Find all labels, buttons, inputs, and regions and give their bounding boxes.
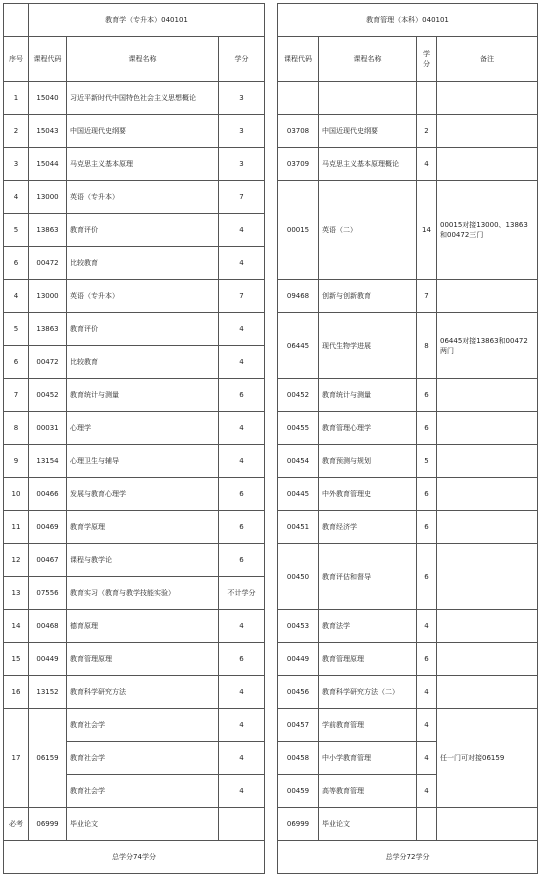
course-name: 马克思主义基本原理概论 xyxy=(319,148,417,181)
note-empty xyxy=(437,676,538,709)
course-credit: 7 xyxy=(219,181,265,214)
course-credit: 14 xyxy=(417,181,437,280)
course-credit: 4 xyxy=(417,742,437,775)
course-code: 07556 xyxy=(29,577,67,610)
course-code xyxy=(278,82,319,115)
course-name: 马克思主义基本原理 xyxy=(67,148,219,181)
course-credit: 8 xyxy=(417,313,437,379)
header-credit: 学分 xyxy=(219,37,265,82)
course-credit: 4 xyxy=(417,709,437,742)
course-code: 15040 xyxy=(29,82,67,115)
course-credit: 3 xyxy=(219,148,265,181)
course-code: 15044 xyxy=(29,148,67,181)
table-row xyxy=(4,214,265,247)
table-row xyxy=(4,247,265,280)
course-name: 英语（二） xyxy=(319,181,417,280)
row-no: 15 xyxy=(4,643,29,676)
course-code: 15043 xyxy=(29,115,67,148)
table-row xyxy=(4,676,265,709)
table-row xyxy=(4,148,265,181)
table-row xyxy=(278,676,538,709)
course-name: 教育经济学 xyxy=(319,511,417,544)
table-row xyxy=(278,643,538,676)
row-no: 10 xyxy=(4,478,29,511)
course-credit: 4 xyxy=(417,148,437,181)
course-name: 教育法学 xyxy=(319,610,417,643)
course-code: 00445 xyxy=(278,478,319,511)
row-no: 6 xyxy=(4,346,29,379)
row-no: 5 xyxy=(4,313,29,346)
course-name: 现代生物学进展 xyxy=(319,313,417,379)
course-credit: 6 xyxy=(417,478,437,511)
table-row xyxy=(278,445,538,478)
row-no: 必考 xyxy=(4,808,29,841)
course-code: 13152 xyxy=(29,676,67,709)
course-name: 高等教育管理 xyxy=(319,775,417,808)
course-name: 教育管理原理 xyxy=(319,643,417,676)
table-row xyxy=(4,313,265,346)
table-row xyxy=(278,511,538,544)
note-empty xyxy=(437,148,538,181)
course-code: 00468 xyxy=(29,610,67,643)
course-name: 德育原理 xyxy=(67,610,219,643)
course-credit: 3 xyxy=(219,115,265,148)
course-code: 00472 xyxy=(29,247,67,280)
course-name: 教育评价 xyxy=(67,313,219,346)
course-name: 教育社会学 xyxy=(67,742,219,775)
course-name: 学前教育管理 xyxy=(319,709,417,742)
course-credit: 4 xyxy=(417,676,437,709)
course-code: 06445 xyxy=(278,313,319,379)
course-name: 习近平新时代中国特色社会主义思想概论 xyxy=(67,82,219,115)
course-credit: 6 xyxy=(417,412,437,445)
table-row xyxy=(4,445,265,478)
row-no: 16 xyxy=(4,676,29,709)
row-no: 8 xyxy=(4,412,29,445)
left-program-title: 教育学（专升本）040101 xyxy=(29,4,265,37)
table-row xyxy=(278,808,538,841)
course-name: 教育评价 xyxy=(67,214,219,247)
row-no: 7 xyxy=(4,379,29,412)
table-row xyxy=(4,181,265,214)
course-code: 13000 xyxy=(29,181,67,214)
course-credit: 6 xyxy=(219,544,265,577)
note-empty xyxy=(437,478,538,511)
row-no: 17 xyxy=(4,709,29,808)
note-empty xyxy=(437,379,538,412)
course-name: 创新与创新教育 xyxy=(319,280,417,313)
course-name: 教育社会学 xyxy=(67,775,219,808)
right-program-title: 教育管理（本科）040101 xyxy=(278,4,538,37)
right-total: 总学分72学分 xyxy=(278,841,538,874)
course-credit: 6 xyxy=(219,478,265,511)
table-row xyxy=(4,577,265,610)
table-row xyxy=(278,478,538,511)
course-code: 00456 xyxy=(278,676,319,709)
table-row xyxy=(4,82,265,115)
course-name: 中国近现代史纲要 xyxy=(67,115,219,148)
course-credit: 6 xyxy=(219,511,265,544)
row-no: 2 xyxy=(4,115,29,148)
note-empty xyxy=(437,544,538,610)
row-no: 14 xyxy=(4,610,29,643)
course-code: 00031 xyxy=(29,412,67,445)
course-code: 00451 xyxy=(278,511,319,544)
course-credit xyxy=(417,808,437,841)
course-name: 教育科学研究方法 xyxy=(67,676,219,709)
course-credit: 6 xyxy=(417,511,437,544)
table-row xyxy=(4,379,265,412)
course-code: 00466 xyxy=(29,478,67,511)
course-credit: 4 xyxy=(219,247,265,280)
course-code: 00458 xyxy=(278,742,319,775)
course-code: 00454 xyxy=(278,445,319,478)
course-credit xyxy=(417,82,437,115)
header-code: 课程代码 xyxy=(29,37,67,82)
row-no: 3 xyxy=(4,148,29,181)
course-credit: 4 xyxy=(417,610,437,643)
course-credit: 6 xyxy=(219,643,265,676)
table-row xyxy=(4,280,265,313)
course-code: 00015 xyxy=(278,181,319,280)
header-name: 课程名称 xyxy=(319,37,417,82)
course-name: 教育实习（教育与教学技能实验） xyxy=(67,577,219,610)
course-code: 00467 xyxy=(29,544,67,577)
course-credit: 4 xyxy=(219,742,265,775)
course-name: 中外教育管理史 xyxy=(319,478,417,511)
course-code: 13863 xyxy=(29,214,67,247)
course-code: 00457 xyxy=(278,709,319,742)
course-credit: 不计学分 xyxy=(219,577,265,610)
course-credit: 4 xyxy=(219,775,265,808)
course-name: 课程与教学论 xyxy=(67,544,219,577)
course-name: 教育科学研究方法（二） xyxy=(319,676,417,709)
table-row xyxy=(4,346,265,379)
course-name: 教育统计与测量 xyxy=(319,379,417,412)
table-row xyxy=(278,181,538,280)
note-empty xyxy=(437,808,538,841)
note-empty xyxy=(437,610,538,643)
table-row xyxy=(278,379,538,412)
row-no: 4 xyxy=(4,280,29,313)
course-name: 教育预测与规划 xyxy=(319,445,417,478)
table-row xyxy=(4,709,265,742)
course-credit: 3 xyxy=(219,82,265,115)
row-no: 6 xyxy=(4,247,29,280)
course-name: 英语（专升本） xyxy=(67,280,219,313)
course-name: 英语（专升本） xyxy=(67,181,219,214)
note-empty xyxy=(437,115,538,148)
course-name: 比较教育 xyxy=(67,247,219,280)
right-program-table xyxy=(277,3,538,874)
header-credit: 学分 xyxy=(417,37,437,82)
course-name: 中国近现代史纲要 xyxy=(319,115,417,148)
course-credit: 7 xyxy=(417,280,437,313)
course-credit: 7 xyxy=(219,280,265,313)
course-credit: 4 xyxy=(219,412,265,445)
course-name: 教育统计与测量 xyxy=(67,379,219,412)
row-no: 13 xyxy=(4,577,29,610)
course-name: 心理卫生与辅导 xyxy=(67,445,219,478)
table-row xyxy=(4,115,265,148)
header-name: 课程名称 xyxy=(67,37,219,82)
note-empty xyxy=(437,412,538,445)
course-name: 教育学原理 xyxy=(67,511,219,544)
row-no: 11 xyxy=(4,511,29,544)
course-credit: 4 xyxy=(219,445,265,478)
course-credit: 4 xyxy=(219,676,265,709)
course-name: 教育管理心理学 xyxy=(319,412,417,445)
table-row xyxy=(278,313,538,379)
left-blank-corner xyxy=(4,4,29,37)
table-row xyxy=(278,148,538,181)
course-credit: 4 xyxy=(219,346,265,379)
course-credit: 6 xyxy=(417,544,437,610)
note-empty xyxy=(437,280,538,313)
table-row xyxy=(4,808,265,841)
course-code: 00453 xyxy=(278,610,319,643)
note-empty xyxy=(437,643,538,676)
course-code: 06999 xyxy=(29,808,67,841)
course-code: 03708 xyxy=(278,115,319,148)
header-code: 课程代码 xyxy=(278,37,319,82)
course-code: 00449 xyxy=(278,643,319,676)
row-no: 4 xyxy=(4,181,29,214)
header-no: 序号 xyxy=(4,37,29,82)
course-credit: 6 xyxy=(417,643,437,676)
course-code: 06999 xyxy=(278,808,319,841)
course-name xyxy=(319,82,417,115)
course-credit: 4 xyxy=(219,313,265,346)
table-row xyxy=(4,511,265,544)
course-credit: 2 xyxy=(417,115,437,148)
left-program-table xyxy=(3,3,265,874)
course-name: 教育管理原理 xyxy=(67,643,219,676)
table-row xyxy=(4,478,265,511)
table-row xyxy=(278,709,538,742)
course-credit: 4 xyxy=(417,775,437,808)
left-total: 总学分74学分 xyxy=(4,841,265,874)
row-no: 9 xyxy=(4,445,29,478)
table-row xyxy=(278,82,538,115)
course-credit: 6 xyxy=(219,379,265,412)
course-name: 教育社会学 xyxy=(67,709,219,742)
table-row xyxy=(4,412,265,445)
course-name: 毕业论文 xyxy=(319,808,417,841)
table-row xyxy=(4,643,265,676)
table-row xyxy=(278,544,538,610)
course-code: 13000 xyxy=(29,280,67,313)
course-code: 13154 xyxy=(29,445,67,478)
course-credit: 6 xyxy=(417,379,437,412)
note-empty xyxy=(437,511,538,544)
course-code: 06159 xyxy=(29,709,67,808)
course-code: 00455 xyxy=(278,412,319,445)
table-row xyxy=(278,115,538,148)
course-code: 00449 xyxy=(29,643,67,676)
course-credit: 4 xyxy=(219,214,265,247)
note-empty xyxy=(437,82,538,115)
course-code: 00472 xyxy=(29,346,67,379)
course-code: 00452 xyxy=(278,379,319,412)
row-no: 5 xyxy=(4,214,29,247)
course-name: 发展与教育心理学 xyxy=(67,478,219,511)
table-row xyxy=(278,280,538,313)
course-code: 00450 xyxy=(278,544,319,610)
course-code: 00459 xyxy=(278,775,319,808)
course-name: 毕业论文 xyxy=(67,808,219,841)
course-code: 00452 xyxy=(29,379,67,412)
course-name: 中小学教育管理 xyxy=(319,742,417,775)
course-credit: 4 xyxy=(219,709,265,742)
note-empty xyxy=(437,445,538,478)
table-row xyxy=(4,544,265,577)
course-credit xyxy=(219,808,265,841)
note-choice: 任一门可对接06159 xyxy=(437,709,538,808)
course-credit: 5 xyxy=(417,445,437,478)
table-row xyxy=(278,412,538,445)
course-name: 教育评估和督导 xyxy=(319,544,417,610)
course-name: 心理学 xyxy=(67,412,219,445)
note-english: 00015对接13000、13863和00472三门 xyxy=(437,181,538,280)
course-name: 比较教育 xyxy=(67,346,219,379)
course-code: 03709 xyxy=(278,148,319,181)
table-row xyxy=(278,610,538,643)
table-row xyxy=(4,610,265,643)
course-credit: 4 xyxy=(219,610,265,643)
row-no: 12 xyxy=(4,544,29,577)
course-code: 13863 xyxy=(29,313,67,346)
course-code: 00469 xyxy=(29,511,67,544)
course-code: 09468 xyxy=(278,280,319,313)
header-note: 备注 xyxy=(437,37,538,82)
row-no: 1 xyxy=(4,82,29,115)
note-bio: 06445对接13863和00472两门 xyxy=(437,313,538,379)
